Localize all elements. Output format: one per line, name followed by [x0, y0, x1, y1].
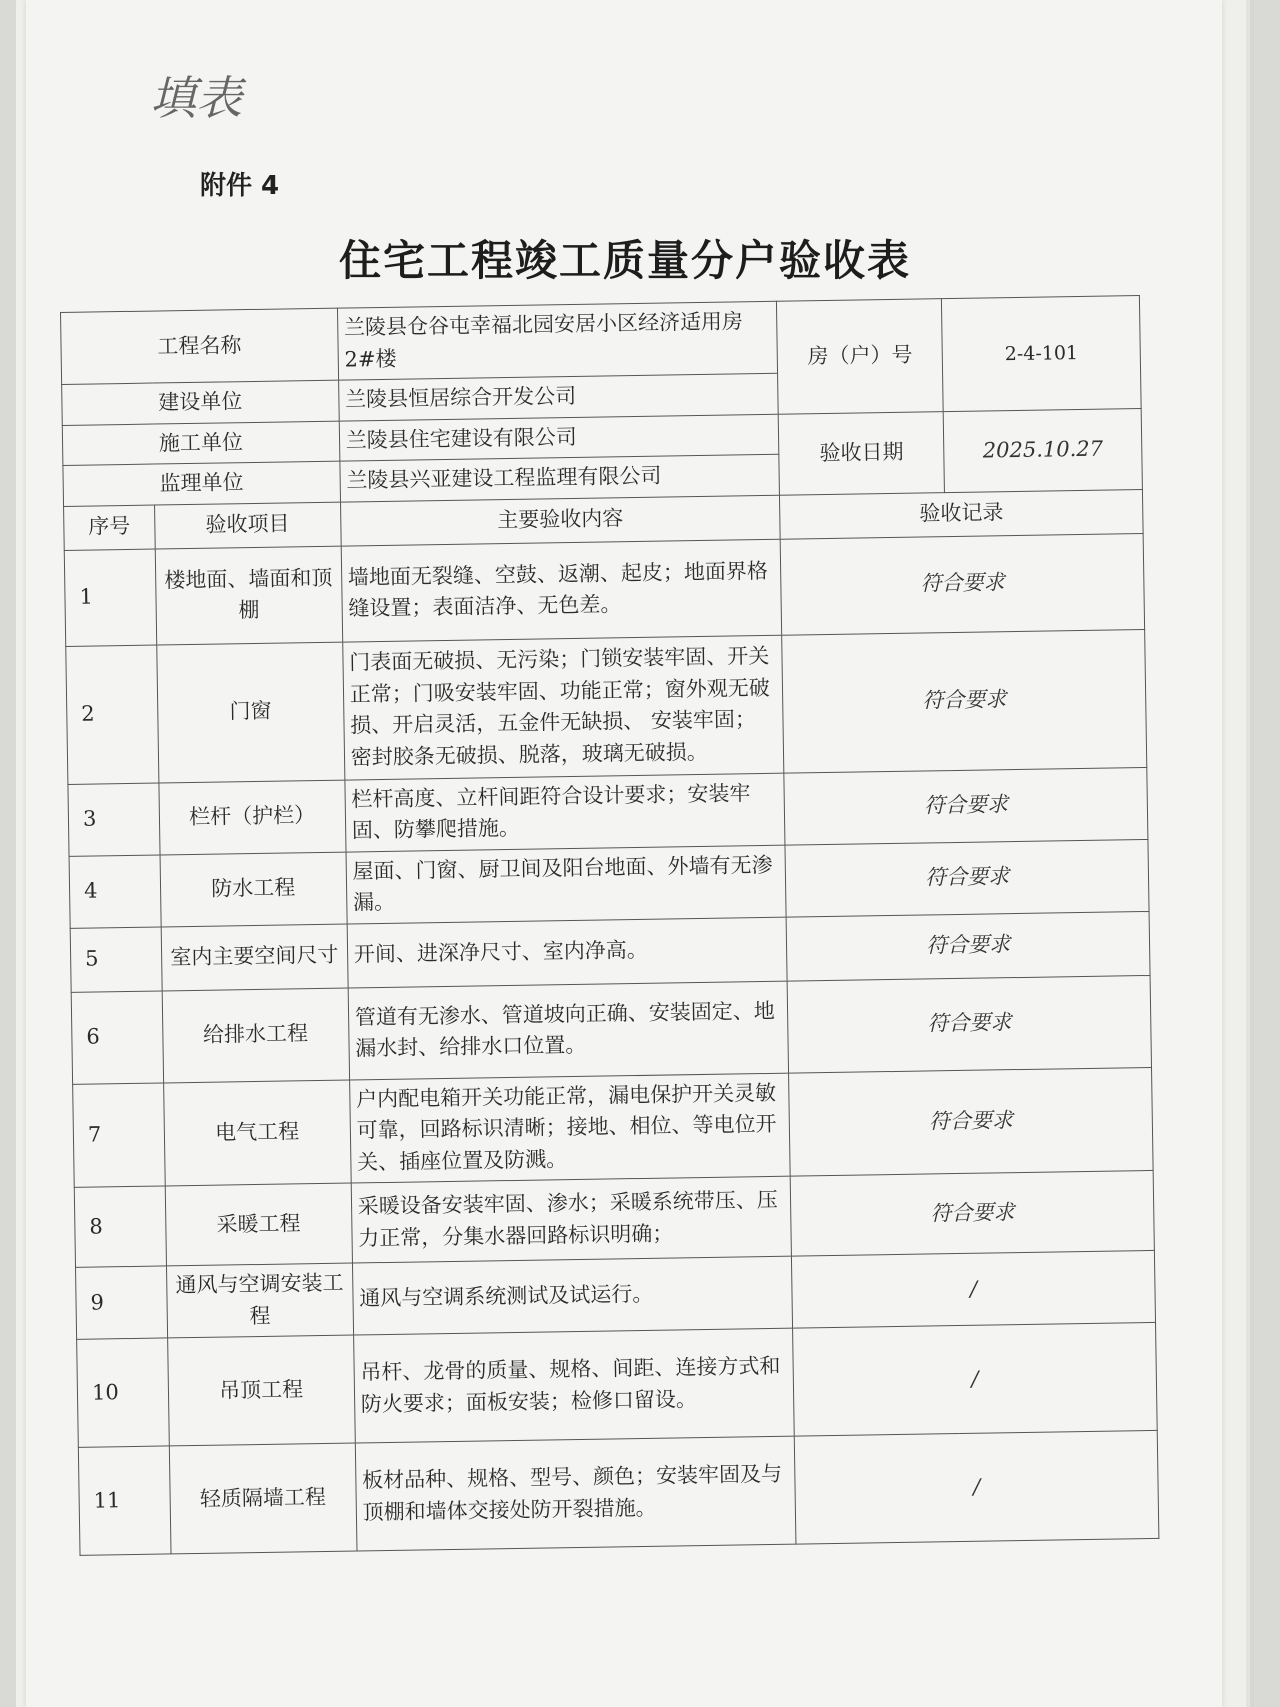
row-record: 符合要求 — [785, 839, 1149, 917]
row-item: 楼地面、墙面和顶棚 — [155, 546, 343, 645]
row-record: 符合要求 — [784, 767, 1148, 845]
contractor-label: 施工单位 — [62, 421, 339, 466]
row-item: 室内主要空间尺寸 — [161, 924, 348, 991]
row-record: 符合要求 — [789, 1067, 1153, 1176]
handwritten-mark: 填表 — [150, 71, 242, 125]
row-number: 7 — [73, 1082, 165, 1187]
row-item: 防水工程 — [160, 852, 347, 927]
supervisor-label: 监理单位 — [63, 461, 340, 506]
table-row — [77, 1322, 1158, 1447]
table-row — [78, 1430, 1159, 1555]
attachment-label: 附件 4 — [200, 171, 280, 201]
row-content: 栏杆高度、立杆间距符合设计要求；安装牢固、防攀爬措施。 — [345, 773, 786, 852]
row-number: 8 — [74, 1186, 166, 1267]
table-row — [73, 1067, 1153, 1187]
row-item: 栏杆（护栏） — [159, 780, 346, 855]
row-item: 电气工程 — [163, 1080, 351, 1186]
acceptance-date: 2025.10.27 — [943, 408, 1142, 492]
date-label: 验收日期 — [778, 411, 944, 495]
supervisor-value: 兰陵县兴亚建设工程监理有限公司 — [340, 454, 780, 501]
row-content: 板材品种、规格、型号、颜色；安装牢固及与顶棚和墙体交接处防开裂措施。 — [355, 1436, 796, 1551]
row-item: 通风与空调安装工程 — [166, 1263, 353, 1338]
row-record: 符合要求 — [782, 629, 1147, 773]
row-item: 轻质隔墙工程 — [169, 1443, 357, 1554]
row-item: 吊顶工程 — [167, 1335, 355, 1446]
row-content: 门表面无破损、无污染；门锁安装牢固、开关正常；门吸安装牢固、功能正常；窗外观无破损、开启灵活，五金件无缺损、 安装牢固；密封胶条无破损、脱落，玻璃无破损。 — [342, 635, 784, 780]
row-item: 门窗 — [156, 642, 344, 783]
row-number: 10 — [77, 1338, 169, 1447]
contractor-value: 兰陵县住宅建设有限公司 — [339, 414, 779, 461]
project-name-value: 兰陵县仓谷屯幸福北园安居小区经济适用房2#楼 — [337, 301, 778, 380]
row-record: 符合要求 — [780, 533, 1144, 635]
row-record: 符合要求 — [787, 975, 1151, 1073]
row-content: 墙地面无裂缝、空鼓、返潮、起皮；地面界格缝设置；表面洁净、无色差。 — [341, 539, 782, 642]
row-number: 3 — [68, 783, 160, 856]
header-no: 序号 — [64, 505, 155, 550]
row-content: 屋面、门窗、厨卫间及阳台地面、外墙有无渗漏。 — [346, 845, 787, 924]
header-item: 验收项目 — [154, 502, 341, 549]
row-content: 吊杆、龙骨的质量、规格、间距、连接方式和防火要求；面板安装；检修口留设。 — [353, 1328, 794, 1443]
row-number: 9 — [76, 1266, 168, 1339]
builder-label: 建设单位 — [62, 380, 339, 425]
row-content: 管道有无渗水、管道坡向正确、安装固定、地漏水封、给排水口位置。 — [348, 981, 789, 1080]
room-number: 2-4-101 — [942, 296, 1141, 412]
builder-value: 兰陵县恒居综合开发公司 — [338, 373, 778, 420]
row-content: 开间、进深净尺寸、室内净高。 — [347, 917, 787, 988]
room-label: 房（户）号 — [777, 299, 944, 414]
form-title: 住宅工程竣工质量分户验收表 — [338, 236, 911, 285]
row-number: 6 — [71, 990, 163, 1083]
row-number: 2 — [66, 645, 159, 784]
row-record: / — [792, 1250, 1156, 1328]
header-content: 主要验收内容 — [340, 495, 780, 546]
table-row — [71, 975, 1151, 1084]
project-name-label: 工程名称 — [61, 308, 339, 384]
row-number: 5 — [70, 926, 162, 991]
row-record: 符合要求 — [790, 1170, 1154, 1256]
header-record: 验收记录 — [780, 489, 1143, 539]
row-record: 符合要求 — [786, 911, 1150, 981]
table-row — [66, 629, 1147, 784]
row-number: 4 — [69, 855, 161, 928]
acceptance-table — [60, 295, 1159, 1556]
row-record: / — [794, 1430, 1158, 1544]
row-number: 1 — [64, 549, 156, 646]
table-row — [64, 533, 1144, 646]
row-item: 给排水工程 — [162, 988, 349, 1083]
row-content: 采暖设备安装牢固、渗水；采暖系统带压、压力正常，分集水器回路标识明确； — [351, 1176, 792, 1263]
row-content: 户内配电箱开关功能正常，漏电保护开关灵敏可靠，回路标识清晰；接地、相位、等电位开关、插座位置及防溅。 — [349, 1073, 790, 1183]
row-number: 11 — [78, 1446, 170, 1555]
row-record: / — [793, 1322, 1157, 1436]
row-item: 采暖工程 — [165, 1183, 352, 1266]
row-content: 通风与空调系统测试及试运行。 — [352, 1256, 793, 1335]
